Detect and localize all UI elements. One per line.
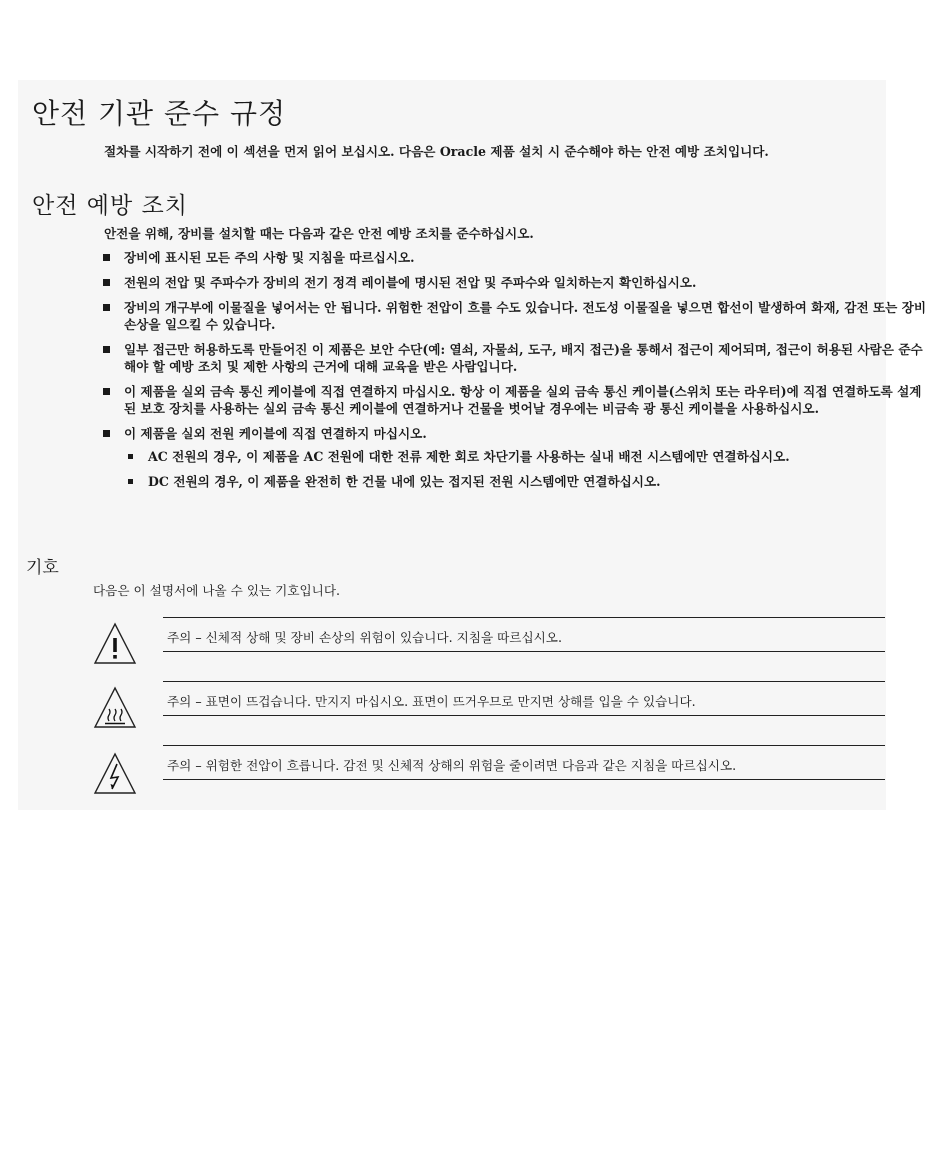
note-top-rule [163, 681, 885, 682]
intro-paragraph: 절차를 시작하기 전에 이 섹션을 먼저 읽어 보십시오. 다음은 Oracle 제품 설치 시 준수해야 하는 안전 예방 조치입니다. [104, 144, 769, 159]
symbols-heading: 기호 [26, 558, 59, 578]
caution-icon [93, 621, 137, 665]
precaution-item [100, 341, 928, 375]
note-bottom-rule [163, 651, 885, 652]
precaution-item [100, 249, 928, 266]
hazardous-voltage-icon [93, 751, 137, 795]
bullet-square-icon [103, 304, 110, 311]
bullet-square-icon [128, 479, 133, 484]
bullet-square-icon [128, 454, 133, 459]
page-title: 안전 기관 준수 규정 [32, 97, 287, 130]
precautions-list [100, 249, 928, 498]
precaution-item [100, 274, 928, 291]
power-sub-text: AC 전원의 경우, 이 제품을 AC 전원에 대한 전류 제한 회로 차단기를 사용하는 실내 배전 시스템에만 연결하십시오. [148, 449, 790, 464]
power-sub-list [124, 448, 928, 490]
hazardous-voltage-note-text: 주의 – 위험한 전압이 흐릅니다. 감전 및 신체적 상해의 위험을 줄이려면 다음과 같은 지침을 따르십시오. [167, 758, 737, 773]
note-bottom-rule [163, 779, 885, 780]
bullet-square-icon [103, 254, 110, 261]
bullet-square-icon [103, 388, 110, 395]
precaution-text: 전원의 전압 및 주파수가 장비의 전기 정격 레이블에 명시된 전압 및 주파수와 일치하는지 확인하십시오. [124, 275, 697, 290]
precaution-item [100, 383, 928, 417]
note-bottom-rule [163, 715, 885, 716]
note-top-rule [163, 617, 885, 618]
hot-surface-note-text: 주의 – 표면이 뜨겁습니다. 만지지 마십시오. 표면이 뜨거우므로 만지면 상해를 입을 수 있습니다. [167, 694, 696, 709]
precautions-heading: 안전 예방 조치 [32, 193, 188, 219]
power-sub-item [124, 448, 928, 465]
hot-surface-icon [93, 685, 137, 729]
bullet-square-icon [103, 279, 110, 286]
bullet-square-icon [103, 430, 110, 437]
bullet-square-icon [103, 346, 110, 353]
precaution-text: 이 제품을 실외 금속 통신 케이블에 직접 연결하지 마십시오. 항상 이 제품을 실외 금속 통신 케이블(스위치 또는 라우터)에 직접 연결하도록 설계된 보호 장치를 사용하는 실외 금속 통신 케이블에 연결하거나 건물을 벗어날 경우에는 비금속 광 통신 케이블을 사용하십시오. [124, 384, 922, 416]
power-sub-item [124, 473, 928, 490]
power-sub-text: DC 전원의 경우, 이 제품을 완전히 한 건물 내에 있는 접지된 전원 시스템에만 연결하십시오. [148, 474, 661, 489]
precaution-text: 장비에 표시된 모든 주의 사항 및 지침을 따르십시오. [124, 250, 415, 265]
precaution-item [100, 425, 928, 490]
precaution-text: 장비의 개구부에 이물질을 넣어서는 안 됩니다. 위험한 전압이 흐를 수도 있습니다. 전도성 이물질을 넣으면 합선이 발생하여 화재, 감전 또는 장비 손상을 일으킬 수 있습니다. [124, 300, 927, 332]
precautions-lead: 안전을 위해, 장비를 설치할 때는 다음과 같은 안전 예방 조치를 준수하십시오. [104, 226, 534, 241]
precaution-text: 이 제품을 실외 전원 케이블에 직접 연결하지 마십시오. [124, 426, 427, 441]
precaution-item [100, 299, 928, 333]
symbols-intro: 다음은 이 설명서에 나올 수 있는 기호입니다. [93, 583, 341, 598]
precaution-text: 일부 접근만 허용하도록 만들어진 이 제품은 보안 수단(예: 열쇠, 자물쇠, 도구, 배지 접근)을 통해서 접근이 제어되며, 접근이 허용된 사람은 준수해야 할 예방 조치 및 제한 사항의 근거에 대해 교육을 받은 사람입니다. [124, 342, 923, 374]
note-top-rule [163, 745, 885, 746]
caution-note-text: 주의 – 신체적 상해 및 장비 손상의 위험이 있습니다. 지침을 따르십시오. [167, 630, 562, 645]
